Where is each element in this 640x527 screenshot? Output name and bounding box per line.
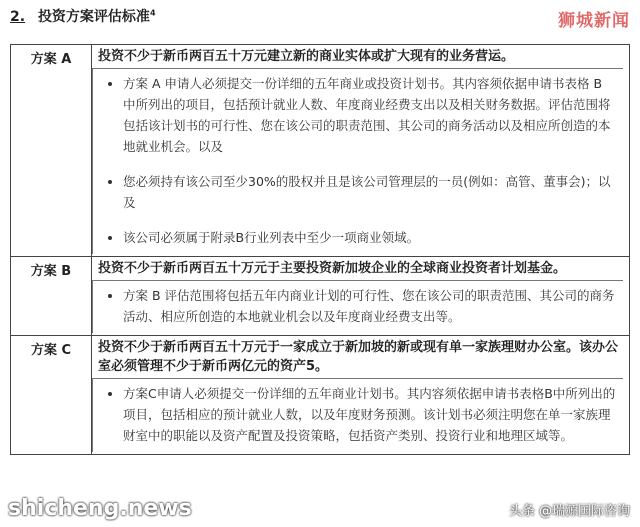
plan-label: 方案 C [11,336,92,455]
watermark-site: shicheng.news [8,496,192,521]
table-row-a [11,45,630,257]
plan-lead: 投资不少于新币两百五十万元于主要投资新加坡企业的全球商业投资者计划基金。 [98,261,567,276]
bullet-item: • 您必须持有该公司至少30%的股权并且是该公司管理层的一员(例如：高管、董事会)；以及 [123,171,617,213]
bullet-item: • 该公司必须属于附录B行业列表中至少一项商业领域。 [123,227,617,248]
plan-lead: 投资不少于新币两百五十万元建立新的商业实体或扩大现有的业务营运。 [98,49,515,64]
section-heading [10,6,156,26]
plan-label: 方案 B [11,257,92,336]
table-row-c [11,336,630,455]
plan-bullets [92,280,623,333]
bullet-item: • 方案 B 评估范围将包括五年内商业计划的可行性、您在该公司的职责范围、其公司的商务活动、相应所创造的本地就业机会以及年度商业经费支出等。 [123,285,617,327]
plan-content [92,336,630,455]
plan-lead: 投资不少于新币两百五十万元于一家成立于新加坡的新或现有单一家族理财办公室。该办公室必须管理不少于新币两亿元的资产5。 [98,340,619,374]
bullet-item: • 方案C申请人必须提交一份详细的五年商业计划书。其内容须依据申请书表格B中所列出的项目，包括相应的预计就业人数，以及年度财务预测。该计划书必须注明您在单一家族理财室中的职能以及资产配置及投资策略，包括资产类别、投资行业和地理区域等。 [123,383,617,446]
watermark-top: 狮城新闻 [558,11,630,31]
section-title: 投资方案评估标准 [37,9,150,25]
plan-label: 方案 A [11,45,92,257]
bullet-item: • 方案 A 申请人必须提交一份详细的五年商业或投资计划书。其内容须依据申请书表格 B 中所列出的项目，包括预计就业人数、年度商业经费支出以及相关财务数据。评估范围将包括该计划书的可行性、您在该公司的职责范围、其公司的商务活动以及相应所创造的本地就业机会。以及 [123,73,617,157]
plan-table [10,44,630,455]
section-number: 2. [10,9,26,25]
plan-bullets [92,378,623,452]
watermark-author: 头条 @瑞源国际咨询 [508,504,630,519]
plan-bullets [92,68,623,254]
plan-content [92,45,630,257]
table-row-b [11,257,630,336]
heading-footnote: 4 [149,8,156,18]
plan-content [92,257,630,336]
